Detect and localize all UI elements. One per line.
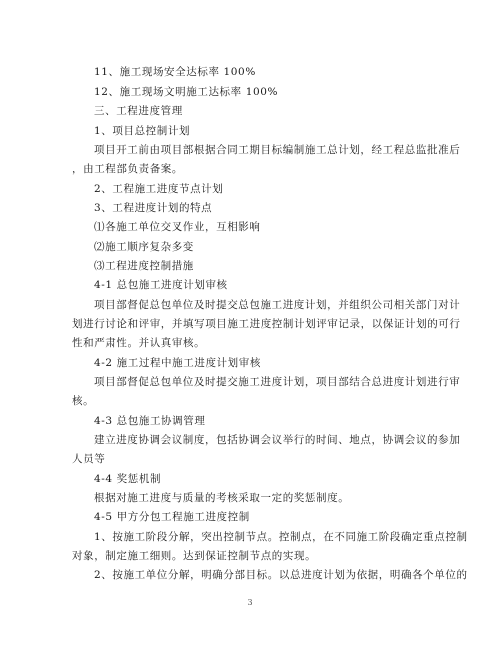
subsection-heading: 4-4 奖惩机制 [94,473,162,485]
subsection-heading: 4-2 施工过程中施工进度计划审核 [94,357,261,369]
text-line: ⑵施工顺序复杂多变 [94,241,194,253]
text-line: 根据对施工进度与质量的考核采取一定的奖惩制度。 [94,492,350,504]
text-line: 建立进度协调会议制度，包括协调会议举行的时间、地点，协调会议的参加 [94,434,461,446]
subsection-heading: 4-1 总包施工进度计划审核 [94,279,228,291]
text-line: 2、工程施工进度节点计划 [94,183,224,195]
text-line: 性和严肃性。并认真审核。 [72,337,206,349]
text-line: 1、按施工阶段分解，突出控制节点。控制点，在不同施工阶段确定重点控制 [94,531,468,543]
text-line: ⑶工程进度控制措施 [94,260,194,272]
subsection-heading: 4-5 甲方分包工程施工进度控制 [94,511,250,523]
text-line: 人员等 [72,453,106,465]
text-line: 项目部督促总包单位及时提交施工进度计划，项目部结合总进度计划进行审 [94,376,461,388]
text-line: 项目部督促总包单位及时提交总包施工进度计划，并组织公司相关部门对计 [94,299,461,311]
subsection-heading: 4-3 总包施工协调管理 [94,415,206,427]
text-line: 1、项目总控制计划 [94,125,191,137]
text-line: 对象，制定施工细则。达到保证控制节点的实现。 [72,550,317,562]
section-heading: 三、工程进度管理 [94,105,183,117]
text-line: 核。 [72,395,95,407]
text-line: ⑴各施工单位交叉作业，互相影响 [94,221,261,233]
text-line: 12、施工现场文明施工达标率 100% [94,86,279,98]
page-number: 3 [247,598,253,607]
text-line: 划进行讨论和评审，并填写项目施工进度控制计划评审记录，以保证计划的可行 [72,318,461,330]
text-line: 3、工程进度计划的特点 [94,202,213,214]
text-line: 11、施工现场安全达标率 100% [94,66,256,78]
text-line: 2、按施工单位分解，明确分部目标。以总进度计划为依据，明确各个单位的 [94,569,468,581]
text-line: ，由工程部负责备案。 [72,163,183,175]
text-line: 项目开工前由项目部根据合同工期目标编制施工总计划，经工程总监批准后 [94,144,461,156]
